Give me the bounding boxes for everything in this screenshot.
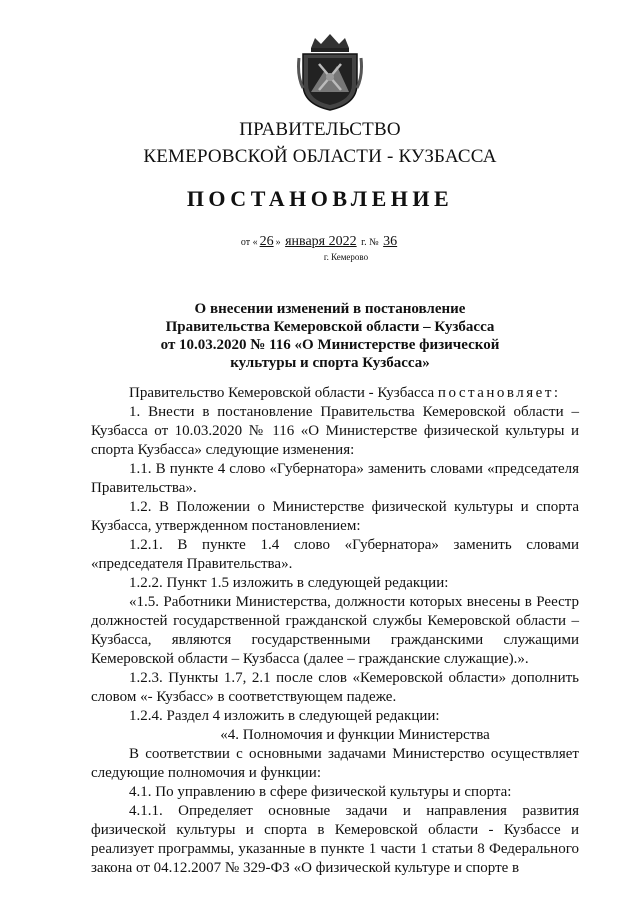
date-year-suffix: г. № <box>361 237 379 248</box>
section-4-intro: В соответствии с основными задачами Министерство осуществляет следующие полномочия и функции: <box>91 746 579 781</box>
document-type: ПОСТАНОВЛЕНИЕ <box>186 186 454 211</box>
paragraph-4-1: 4.1. По управлению в сфере физической культуры и спорта: <box>129 784 512 800</box>
document-title <box>140 300 520 372</box>
title-line: О внесении изменений в постановление <box>194 301 466 317</box>
paragraph-1-5-quote: «1.5. Работники Министерства, должности которых внесены в Реестр должностей государственной гражданской службы Кемеровской области – Кузбасса, являются государственными гражданскими служащими Кемеровской области – Кузбасса (далее – гражданские служащие).». <box>91 594 579 667</box>
paragraph-4-1-1: 4.1.1. Определяет основные задачи и направления развития физической культуры и спорта в Кемеровской области - Кузбассе и реализует программы, указанные в пункте 1 части 1 статьи 8 Федерального закона от 04.12.2007 № 329-ФЗ «О физической культуре и спорте в <box>91 803 579 876</box>
paragraph-1-2-4: 1.2.4. Раздел 4 изложить в следующей редакции: <box>129 708 440 724</box>
paragraph-1: 1. Внести в постановление Правительства Кемеровской области – Кузбасса от 10.03.2020 № 116 «О Министерстве физической культуры и спорта Кузбасса» следующие изменения: <box>91 404 579 458</box>
paragraph-1-2: 1.2. В Положении о Министерстве физической культуры и спорта Кузбасса, утвержденном постановлением: <box>91 499 579 534</box>
title-line: от 10.03.2020 № 116 «О Министерстве физической <box>160 337 500 353</box>
intro-text: Правительство Кемеровской области - Кузбасса <box>129 385 435 401</box>
date-month-year: января 2022 <box>285 234 357 249</box>
document-number: 36 <box>383 234 398 249</box>
paragraph-1-2-1: 1.2.1. В пункте 1.4 слово «Губернатора» заменить словами «председателя Правительства». <box>91 537 579 572</box>
document-body <box>91 384 579 878</box>
title-line: культуры и спорта Кузбасса» <box>230 355 430 371</box>
government-name-line2: КЕМЕРОВСКОЙ ОБЛАСТИ - КУЗБАССА <box>143 146 497 167</box>
date-day: 26 <box>259 234 274 249</box>
date-day-close: » <box>275 237 281 248</box>
paragraph-1-2-3: 1.2.3. Пункты 1.7, 2.1 после слов «Кемеровской области» дополнить словом «- Кузбасс» в соответствующем падеже. <box>91 670 579 705</box>
intro-paragraph <box>91 384 579 403</box>
paragraph-1-2-2: 1.2.2. Пункт 1.5 изложить в следующей редакции: <box>129 575 449 591</box>
kuzbass-coat-of-arms-icon <box>297 32 363 112</box>
city: г. Кемерово <box>323 252 369 262</box>
date-line <box>0 234 640 250</box>
title-line: Правительства Кемеровской области – Кузбасса <box>165 319 495 335</box>
intro-action: постановляет: <box>437 385 561 401</box>
section-4-heading: «4. Полномочия и функции Министерства <box>220 727 490 743</box>
date-from-label: от « <box>240 237 258 248</box>
paragraph-1-1: 1.1. В пункте 4 слово «Губернатора» заменить словами «председателя Правительства». <box>91 461 579 496</box>
government-name-line1: ПРАВИТЕЛЬСТВО <box>239 119 401 140</box>
